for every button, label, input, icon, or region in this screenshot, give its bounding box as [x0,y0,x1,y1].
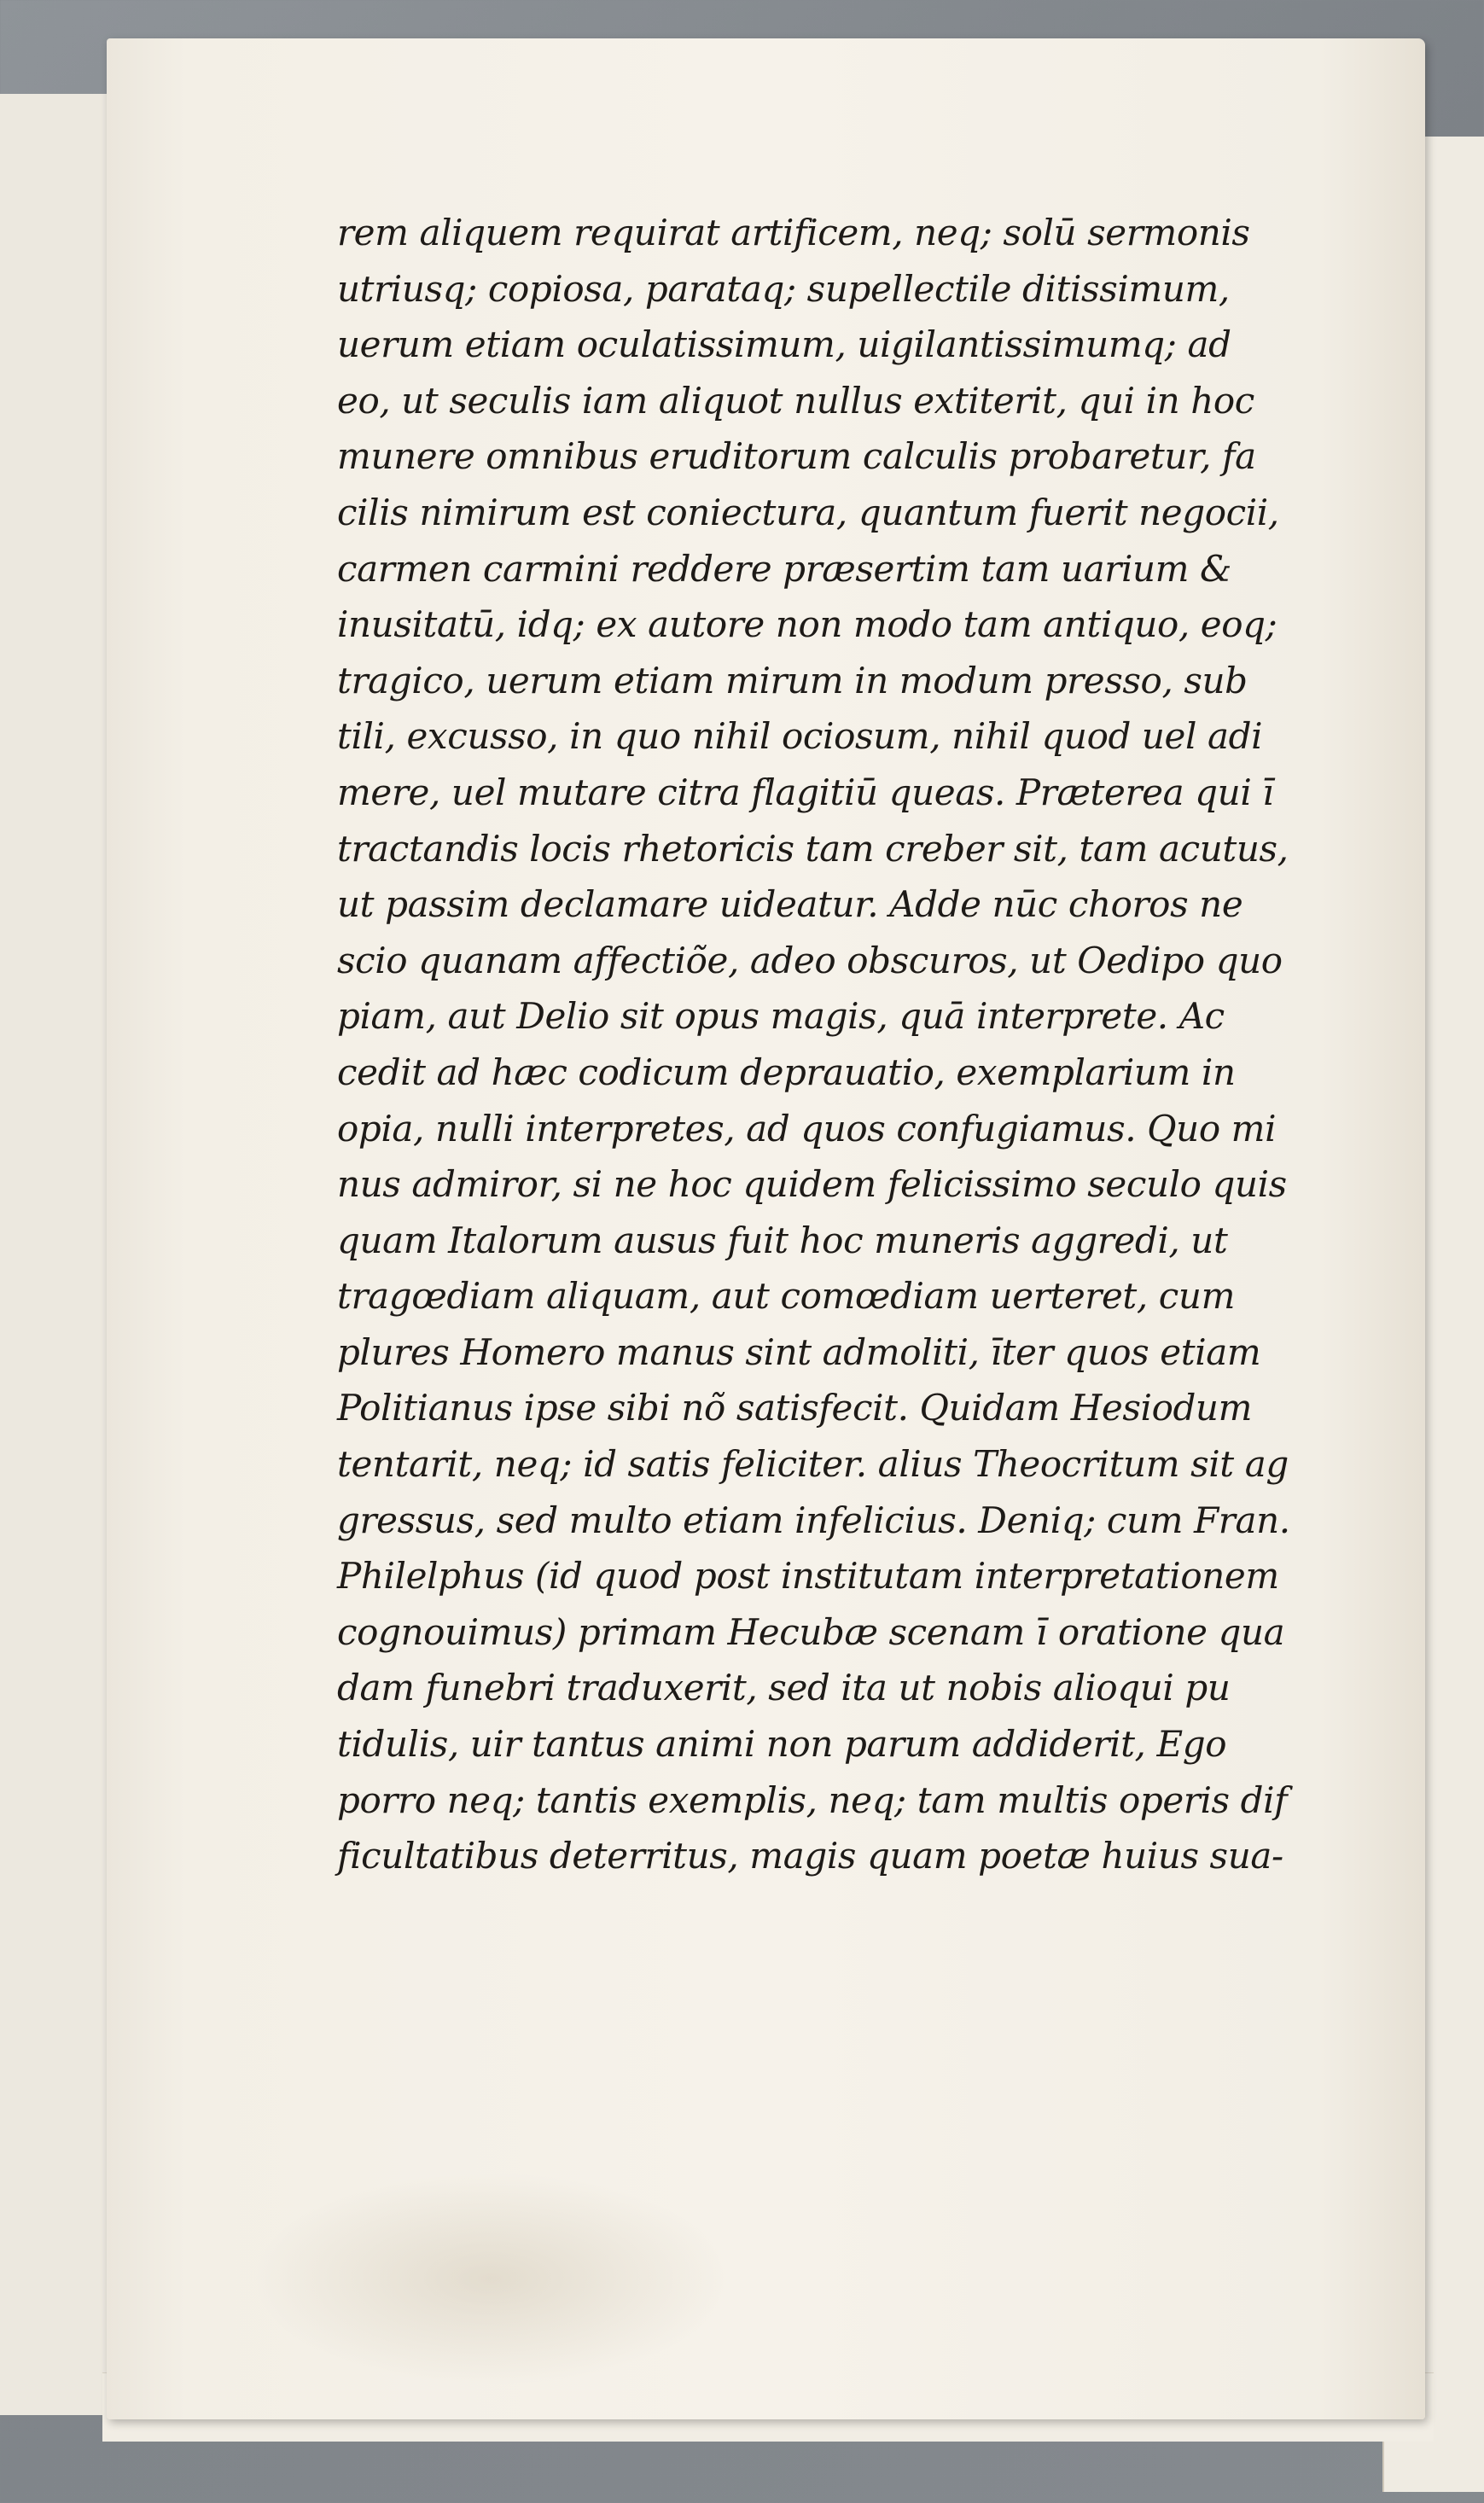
text-line: mere, uel mutare citra flagitiū queas. Præterea qui ī [337,771,1274,813]
text-line: uerum etiam oculatissimum, uigilantissimumq; ad [337,323,1231,366]
text-line: utriusq; copiosa, parataq; supellectile ditissimum, [337,267,1230,310]
text-line: Politianus ipse sibi nõ satisfecit. Quidam Hesiodum [337,1387,1253,1429]
text-line: plures Homero manus sint admoliti, īter quos etiam [337,1330,1261,1373]
text-line: tragico, uerum etiam mirum in modum presso, sub [337,659,1248,701]
text-line: Philelphus (id quod post institutam interpretationem [337,1555,1279,1598]
text-line: tentarit, neq; id satis feliciter. alius Theocritum sit ag [337,1443,1289,1486]
text-line: rem aliquem requirat artificem, neq; solū sermonis [337,212,1250,253]
text-line: dam funebri traduxerit, sed ita ut nobis alioqui pu [337,1667,1231,1709]
text-line: scio quanam affectiõe, adeo obscuros, ut Oedipo quo [337,939,1283,981]
text-line: tragœdiam aliquam, aut comœdiam uerteret, cum [337,1275,1235,1318]
text-line: munere omnibus eruditorum calculis probaretur, fa [337,435,1256,478]
text-line: cilis nimirum est coniectura, quantum fuerit negocii, [337,491,1279,533]
text-line: tili, excusso, in quo nihil ociosum, nihil quod uel adi [337,715,1263,758]
text-line: porro neq; tantis exemplis, neq; tam multis operis dif [337,1778,1288,1821]
text-line: inusitatū, idq; ex autore non modo tam antiquo, eoq; [337,603,1277,646]
text-line: cedit ad hæc codicum deprauatio, exemplarium in [337,1051,1236,1093]
text-line: quam Italorum ausus fuit hoc muneris aggredi, ut [337,1219,1228,1261]
text-line: carmen carmini reddere præsertim tam uarium & [337,547,1232,590]
text-line: opia, nulli interpretes, ad quos confugiamus. Quo mi [337,1107,1277,1150]
paper-stain [252,2172,730,2385]
text-line: eo, ut seculis iam aliquot nullus extiterit, qui in hoc [337,379,1254,422]
text-line: ficultatibus deterritus, magis quam poetæ huius sua- [337,1835,1283,1877]
text-line: gressus, sed multo etiam infelicius. Deniq; cum Fran. [337,1499,1290,1541]
text-line: cognouimus) primam Hecubæ scenam ī oratione qua [337,1610,1285,1653]
text-line: piam, aut Delio sit opus magis, quā interprete. Ac [337,995,1225,1038]
text-line: tidulis, uir tantus animi non parum addiderit, Ego [337,1723,1227,1766]
text-line: tractandis locis rhetoricis tam creber sit, tam acutus, [337,827,1289,870]
printed-text-block [337,205,1318,1884]
text-line: nus admiror, si ne hoc quidem felicissimo seculo quis [337,1163,1287,1206]
text-line: ut passim declamare uideatur. Adde nūc choros ne [337,883,1243,926]
